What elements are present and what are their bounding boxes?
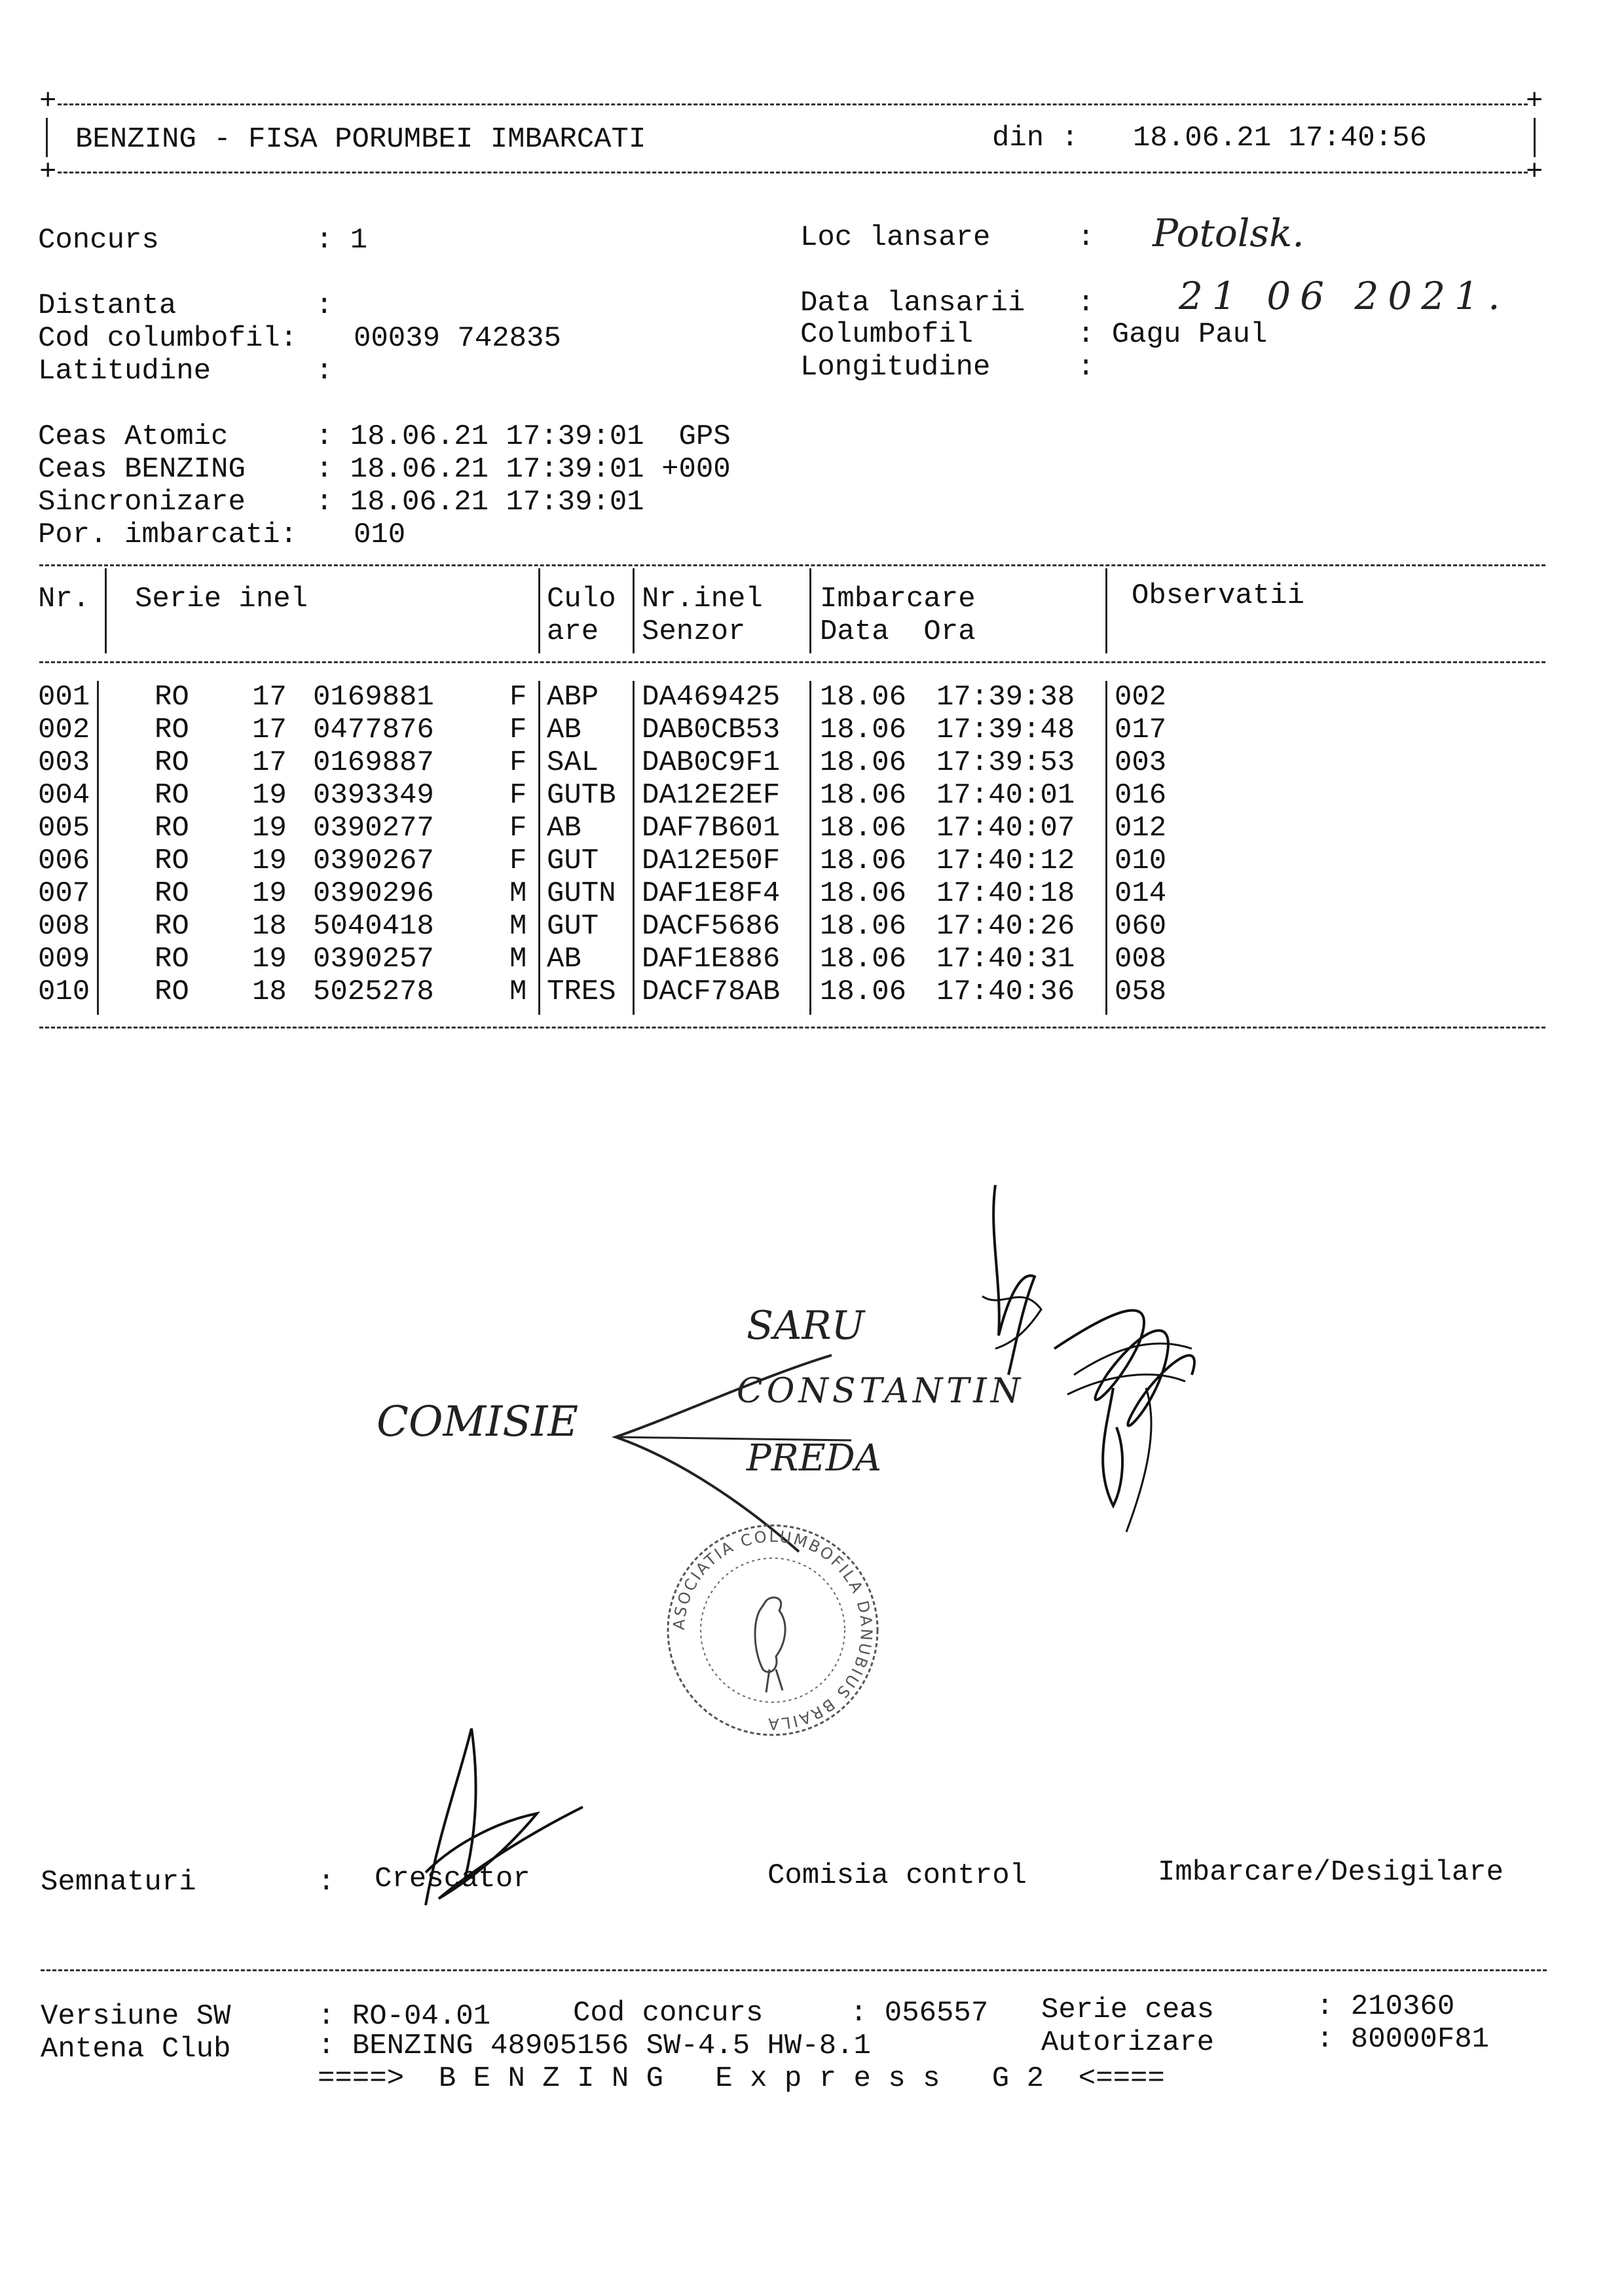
cell-ora: 17:39:53 — [936, 746, 1075, 779]
th-culo1: Culo — [547, 583, 616, 615]
cell-tara: RO — [155, 943, 189, 975]
cell-obs: 017 — [1115, 714, 1167, 746]
cell-an: 19 — [252, 845, 287, 877]
cell-obs: 060 — [1115, 910, 1167, 943]
cell-ora: 17:40:12 — [936, 845, 1075, 877]
header-top-border: + — [39, 85, 57, 118]
cell-an: 19 — [252, 877, 287, 910]
latitudine-value: : — [316, 355, 333, 388]
cod-concurs-label: Cod concurs — [573, 1997, 764, 2030]
cell-obs: 008 — [1115, 943, 1167, 975]
cell-senzor: DAB0C9F1 — [642, 746, 781, 779]
table-body-sep-imb — [1105, 681, 1107, 1015]
cell-tara: RO — [155, 812, 189, 845]
semnaturi-sep: : — [318, 1866, 335, 1899]
cell-data: 18.06 — [820, 812, 907, 845]
table-top-line — [39, 564, 1545, 566]
cell-culoare: AB — [547, 812, 581, 845]
cell-culoare: GUTB — [547, 779, 616, 812]
data-lansarii-label: Data lansarii — [800, 287, 1025, 319]
th-nr: Nr. — [38, 583, 90, 615]
th-serie: Serie inel — [135, 583, 308, 615]
sincronizare-label: Sincronizare — [38, 486, 246, 519]
cell-sex: M — [509, 975, 527, 1008]
cell-tara: RO — [155, 779, 189, 812]
cell-nr: 007 — [38, 877, 90, 910]
cell-data: 18.06 — [820, 746, 907, 779]
cell-an: 17 — [252, 746, 287, 779]
cell-sex: F — [509, 845, 527, 877]
signature-scribble-1-icon — [943, 1178, 1218, 1545]
cell-data: 18.06 — [820, 877, 907, 910]
distanta-label: Distanta — [38, 289, 177, 322]
svg-text:ASOCIATIA COLUMBOFILA DANUBIUS: ASOCIATIA COLUMBOFILA DANUBIUS BRAILA — [669, 1527, 876, 1734]
table-bottom-line — [39, 1027, 1545, 1029]
cell-ora: 17:40:31 — [936, 943, 1075, 975]
cod-concurs-value: : 056557 — [850, 1997, 989, 2030]
cell-senzor: DACF5686 — [642, 910, 781, 943]
antena-label: Antena Club — [41, 2033, 231, 2066]
handwritten-name3: PREDA — [747, 1437, 882, 1480]
cell-ora: 17:40:36 — [936, 975, 1075, 1008]
table-body-sep-nr — [97, 681, 99, 1015]
cell-senzor: DAF1E8F4 — [642, 877, 781, 910]
th-obs: Observatii — [1132, 579, 1305, 612]
cell-nr-inel: 0390296 — [313, 877, 434, 910]
cell-an: 18 — [252, 910, 287, 943]
handwritten-comisie: COMISIE — [377, 1398, 579, 1446]
table-header-line — [39, 661, 1545, 663]
header-bottom-line — [58, 172, 1528, 173]
cell-an: 17 — [252, 681, 287, 714]
data-lansarii-value: 21 06 2021. — [1179, 274, 1509, 318]
cell-tara: RO — [155, 845, 189, 877]
cell-tara: RO — [155, 681, 189, 714]
footer-top-line — [41, 1969, 1547, 1971]
th-imb2: Data Ora — [820, 615, 976, 648]
ceas-benzing-value: : 18.06.21 17:39:01 +000 — [316, 453, 731, 486]
loc-lansare-sep: : — [1077, 221, 1095, 254]
autorizare-value: : 80000F81 — [1316, 2023, 1490, 2056]
cell-culoare: GUT — [547, 910, 599, 943]
th-culo2: are — [547, 615, 599, 648]
cell-culoare: ABP — [547, 681, 599, 714]
cell-an: 19 — [252, 779, 287, 812]
cell-culoare: AB — [547, 714, 581, 746]
imbarcare-desigilare-label: Imbarcare/Desigilare — [1158, 1856, 1504, 1889]
autorizare-label: Autorizare — [1041, 2026, 1215, 2059]
cell-ora: 17:39:48 — [936, 714, 1075, 746]
cell-obs: 058 — [1115, 975, 1167, 1008]
header-title: BENZING - FISA PORUMBEI IMBARCATI — [75, 123, 646, 156]
cell-obs: 014 — [1115, 877, 1167, 910]
cell-obs: 002 — [1115, 681, 1167, 714]
cell-data: 18.06 — [820, 845, 907, 877]
cell-culoare: AB — [547, 943, 581, 975]
cell-sex: M — [509, 877, 527, 910]
th-nrinel2: Senzor — [642, 615, 746, 648]
header-top-border-right: + — [1526, 85, 1543, 118]
semnaturi-label: Semnaturi — [41, 1866, 196, 1899]
por-imbarcati-label: Por. imbarcati: — [38, 519, 298, 551]
cell-an: 18 — [252, 975, 287, 1008]
cell-ora: 17:40:07 — [936, 812, 1075, 845]
cell-culoare: GUTN — [547, 877, 616, 910]
longitudine-label: Longitudine — [800, 351, 991, 384]
header-right-border — [1534, 118, 1536, 157]
longitudine-value: : — [1077, 351, 1095, 384]
cell-nr-inel: 0390277 — [313, 812, 434, 845]
loc-lansare-label: Loc lansare — [800, 221, 991, 254]
cell-nr: 009 — [38, 943, 90, 975]
cell-nr: 006 — [38, 845, 90, 877]
ceas-benzing-label: Ceas BENZING — [38, 453, 246, 486]
cell-nr: 005 — [38, 812, 90, 845]
cell-nr-inel: 5025278 — [313, 975, 434, 1008]
ceas-atomic-value: : 18.06.21 17:39:01 GPS — [316, 420, 731, 453]
cell-nr-inel: 0169887 — [313, 746, 434, 779]
th-nrinel1: Nr.inel — [642, 583, 763, 615]
handwritten-name1: SARU — [747, 1303, 865, 1349]
distanta-value: : — [316, 289, 333, 322]
cell-ora: 17:40:01 — [936, 779, 1075, 812]
loc-lansare-value: Potolsk. — [1153, 211, 1304, 255]
header-din-value: 18.06.21 17:40:56 — [1133, 122, 1427, 155]
cell-sex: F — [509, 714, 527, 746]
cell-culoare: GUT — [547, 845, 599, 877]
cod-columbofil-label: Cod columbofil: — [38, 322, 298, 355]
serie-ceas-value: : 210360 — [1316, 1990, 1455, 2023]
cell-tara: RO — [155, 746, 189, 779]
cell-sex: M — [509, 943, 527, 975]
cell-senzor: DAF7B601 — [642, 812, 781, 845]
cell-nr-inel: 0169881 — [313, 681, 434, 714]
concurs-value: : 1 — [316, 224, 368, 257]
cell-an: 19 — [252, 943, 287, 975]
comisia-control-label: Comisia control — [767, 1859, 1027, 1892]
table-body-sep-serie — [538, 681, 540, 1015]
crescator-signature-icon — [367, 1722, 589, 1918]
columbofil-label: Columbofil — [800, 318, 974, 351]
cell-data: 18.06 — [820, 943, 907, 975]
por-imbarcati-value: 010 — [354, 519, 406, 551]
cell-obs: 010 — [1115, 845, 1167, 877]
cell-obs: 016 — [1115, 779, 1167, 812]
antena-value: : BENZING 48905156 SW-4.5 HW-8.1 — [318, 2030, 871, 2062]
cell-culoare: TRES — [547, 975, 616, 1008]
sincronizare-value: : 18.06.21 17:39:01 — [316, 486, 644, 519]
cell-senzor: DACF78AB — [642, 975, 781, 1008]
cell-senzor: DAF1E886 — [642, 943, 781, 975]
cell-obs: 012 — [1115, 812, 1167, 845]
cell-sex: M — [509, 910, 527, 943]
header-din-label: din : — [992, 122, 1079, 155]
table-sep-nrinel — [809, 568, 811, 653]
cell-obs: 003 — [1115, 746, 1167, 779]
header-bottom-border-right: + — [1526, 156, 1543, 189]
ceas-atomic-label: Ceas Atomic — [38, 420, 229, 453]
table-body-sep-culo — [633, 681, 635, 1015]
header-left-border — [46, 118, 48, 157]
cell-tara: RO — [155, 910, 189, 943]
cell-senzor: DA469425 — [642, 681, 781, 714]
cell-an: 17 — [252, 714, 287, 746]
handwritten-name2: CONSTANTIN — [737, 1372, 1025, 1411]
cod-columbofil-value: 00039 742835 — [354, 322, 561, 355]
cell-tara: RO — [155, 877, 189, 910]
cell-nr-inel: 5040418 — [313, 910, 434, 943]
columbofil-value: : Gagu Paul — [1077, 318, 1268, 351]
cell-culoare: SAL — [547, 746, 599, 779]
cell-ora: 17:40:18 — [936, 877, 1075, 910]
cell-sex: F — [509, 812, 527, 845]
cell-an: 19 — [252, 812, 287, 845]
cell-senzor: DAB0CB53 — [642, 714, 781, 746]
cell-sex: F — [509, 779, 527, 812]
stamp-seal-icon — [655, 1512, 891, 1748]
cell-nr: 004 — [38, 779, 90, 812]
table-body-sep-nrinel — [809, 681, 811, 1015]
cell-data: 18.06 — [820, 681, 907, 714]
data-lansarii-sep: : — [1077, 287, 1095, 319]
latitudine-label: Latitudine — [38, 355, 212, 388]
benzing-express: ====> B E N Z I N G E x p r e s s G 2 <==== — [318, 2062, 1165, 2095]
cell-tara: RO — [155, 975, 189, 1008]
versiune-label: Versiune SW — [41, 2000, 231, 2033]
cell-nr: 008 — [38, 910, 90, 943]
table-sep-imb — [1105, 568, 1107, 653]
cell-data: 18.06 — [820, 779, 907, 812]
cell-sex: F — [509, 746, 527, 779]
table-sep-culo — [633, 568, 635, 653]
cell-data: 18.06 — [820, 714, 907, 746]
header-bottom-border: + — [39, 156, 57, 189]
versiune-value: : RO-04.01 — [318, 2000, 491, 2033]
th-imb1: Imbarcare — [820, 583, 976, 615]
concurs-label: Concurs — [38, 224, 159, 257]
cell-nr: 003 — [38, 746, 90, 779]
cell-nr: 002 — [38, 714, 90, 746]
crescator-label: Crescator — [375, 1863, 530, 1895]
cell-nr-inel: 0390257 — [313, 943, 434, 975]
cell-tara: RO — [155, 714, 189, 746]
cell-ora: 17:39:38 — [936, 681, 1075, 714]
table-sep-nr — [105, 568, 107, 653]
header-top-line — [58, 103, 1528, 105]
cell-sex: F — [509, 681, 527, 714]
cell-senzor: DA12E50F — [642, 845, 781, 877]
cell-data: 18.06 — [820, 975, 907, 1008]
cell-nr-inel: 0390267 — [313, 845, 434, 877]
cell-ora: 17:40:26 — [936, 910, 1075, 943]
cell-nr: 010 — [38, 975, 90, 1008]
cell-data: 18.06 — [820, 910, 907, 943]
cell-nr-inel: 0477876 — [313, 714, 434, 746]
cell-nr-inel: 0393349 — [313, 779, 434, 812]
table-sep-serie — [538, 568, 540, 653]
serie-ceas-label: Serie ceas — [1041, 1994, 1215, 2026]
cell-senzor: DA12E2EF — [642, 779, 781, 812]
cell-nr: 001 — [38, 681, 90, 714]
